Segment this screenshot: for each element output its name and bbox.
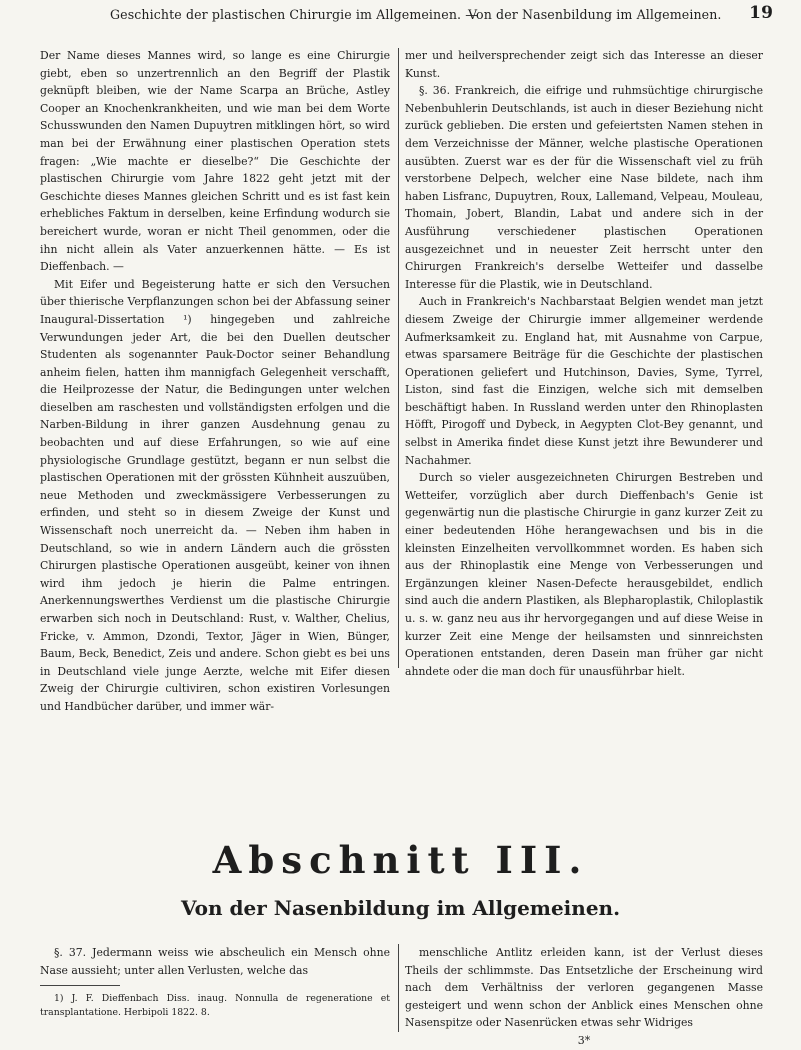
bottom-left-column xyxy=(40,944,390,1020)
right-column xyxy=(405,47,763,680)
left-column xyxy=(40,47,390,716)
paragraph: mer und heilversprechender zeigt sich das Interesse an dieser Kunst. xyxy=(405,49,763,80)
bottom-right-column xyxy=(405,944,763,1050)
footnote: 1) J. F. Dieffenbach Diss. inaug. Nonnulla de regeneratione et transplantatione. Herbipoli 1822. 8. xyxy=(40,993,390,1019)
page-number: 19 xyxy=(749,3,773,23)
running-header-left: Geschichte der plastischen Chirurgie im Allgemeinen. — xyxy=(110,7,478,22)
section-subheading: Von der Nasenbildung im Allgemeinen. xyxy=(180,896,621,920)
signature-mark: 3* xyxy=(577,1033,591,1047)
paragraph: menschliche Antlitz erleiden kann, ist der Verlust dieses Theils der schlimmste. Das Entsetzliche der Erscheinung wird nach dem Verhältniss der verloren gegangenen Masse gesteigert und wenn schon der Anblick eines Menschen ohne Nasenspitze oder Nasenrücken etwas sehr Widriges xyxy=(405,946,763,1030)
paragraph: Auch in Frankreich's Nachbarstaat Belgien wendet man jetzt diesem Zweige der Chirurgie immer allgemeiner werdende Aufmerksamkeit zu. England hat, mit Ausnahme von Carpue, etwas sparsamere Beiträge für die Geschichte der plastischen Operationen geliefert und Hutchinson, Davies, Syme, Tyrrel, Liston, sind fast die Einzigen, welche sich mit demselben beschäftigt haben. In Russland werden unter den Rhinoplasten Höfft, Pirogoff und Dybeck, in Aegypten Clot-Bey genannt, und selbst in Amerika findet diese Kunst jetzt ihre Bewunderer und Nachahmer. xyxy=(405,295,763,467)
running-header-right: Von der Nasenbildung im Allgemeinen. xyxy=(468,7,722,22)
paragraph: §. 36. Frankreich, die eifrige und ruhmsüchtige chirurgische Nebenbuhlerin Deutschlands, ist auch in dieser Beziehung nicht zurück geblieben. Die ersten und gefeiertsten Namen stehen in dem Verzeichnisse der Männer, welche plastische Operationen ausübten. Zuerst war es der für die Wissenschaft viel zu früh verstorbene Delpech, welcher eine Nase bildete, nach ihm haben Lisfranc, Dupuytren, Roux, Lallemand, Velpeau, Mouleau, Thomain, Jobert, Blandin, Labat und andere sich in der Ausführung verschiedener plastischen Operationen ausgezeichnet und in neuester Zeit herrscht unter den Chirurgen Frankreich's derselbe Wetteifer und dasselbe Interesse für die Plastik, wie in Deutschland. xyxy=(405,84,763,291)
column-divider xyxy=(398,48,399,668)
paragraph: §. 37. Jedermann weiss wie abscheulich ein Mensch ohne Nase aussieht; unter allen Verlusten, welche das xyxy=(40,946,390,977)
column-divider-bottom xyxy=(398,944,399,1032)
paragraph: Der Name dieses Mannes wird, so lange es eine Chirurgie giebt, eben so unzertrennlich an den Begriff der Plastik geknüpft bleiben, wie der Name Scarpa an Brüche, Astley Cooper an Knochenkrankheiten, und wie man bei dem Worte Schusswunden den Namen Dupuytren mitklingen hört, so wird man bei der Erwähnung einer plastischen Operation stets fragen: „Wie machte er dieselbe?“ Die Geschichte der plastischen Chirurgie vom Jahre 1822 geht jetzt mit der Geschichte dieses Mannes gleichen Schritt und es ist fast kein erhebliches Faktum in derselben, keine Erfindung wodurch sie bereichert wurde, woran er nicht Theil genommen, oder die ihn nicht allein als Vater anzuerkennen hätte. — Es ist Dieffenbach. — xyxy=(40,49,390,274)
paragraph: Durch so vieler ausgezeichneten Chirurgen Bestreben und Wetteifer, vorzüglich aber durch Dieffenbach's Genie ist gegenwärtig nun die plastische Chirurgie in ganz kurzer Zeit zu einer bedeutenden Höhe herangewachsen und bis in die kleinsten Einzelheiten vervollkommnet worden. Es haben sich aus der Rhinoplastik eine Menge von Verbesserungen und Ergänzungen kleiner Nasen-Defecte herausgebildet, endlich sind auch die andern Plastiken, als Blepharoplastik, Chiloplastik u. s. w. ganz neu aus ihr hervorgegangen und auf diese Weise in kurzer Zeit eine Menge der heilsamsten und sinnreichsten Operationen entstanden, deren Dasein man früher gar nicht ahndete oder die man doch für unausführbar hielt. xyxy=(405,471,763,678)
section-heading: Abschnitt III. xyxy=(212,838,589,882)
paragraph: Mit Eifer und Begeisterung hatte er sich den Versuchen über thierische Verpflanzungen schon bei der Abfassung seiner Inaugural-Dissertation ¹) hingegeben und zahlreiche Verwundungen jeder Art, die bei den Duellen deutscher Studenten als sogenannter Pauk-Doctor seiner Behandlung anheim fielen, hatten ihm mannigfach Gelegenheit verschafft, die Heilprozesse der Natur, die Bedingungen unter welchen dieselben am raschesten und vollständigsten erfolgen und die Narben-Bildung in ihrer ganzen Ausdehnung genau zu beobachten und auf diese Erfahrungen, so wie auf eine physiologische Grundlage gestützt, begann er nun selbst die plastischen Operationen mit der grössten Kühnheit auszuüben, neue Methoden und zweckmässigere Verbesserungen zu erfinden, und steht so in diesem Zweige der Kunst und Wissenschaft noch unerreicht da. — Neben ihm haben in Deutschland, so wie in andern Ländern auch die grössten Chirurgen plastische Operationen ausgeübt, keiner von ihnen wird ihm jedoch je hierin die Palme entringen. Anerkennungswerthes Verdienst um die plastische Chirurgie erwarben sich noch in Deutschland: Rust, v. Walther, Chelius, Fricke, v. Ammon, Dzondi, Textor, Jäger in Wien, Bünger, Baum, Beck, Benedict, Zeis und andere. Schon giebt es bei uns in Deutschland viele junge Aerzte, welche mit Eifer diesen Zweig der Chirurgie cultiviren, schon existiren Vorlesungen und Handbücher darüber, und immer wär- xyxy=(40,277,390,713)
footnote-rule xyxy=(40,985,120,986)
running-header xyxy=(40,3,773,25)
